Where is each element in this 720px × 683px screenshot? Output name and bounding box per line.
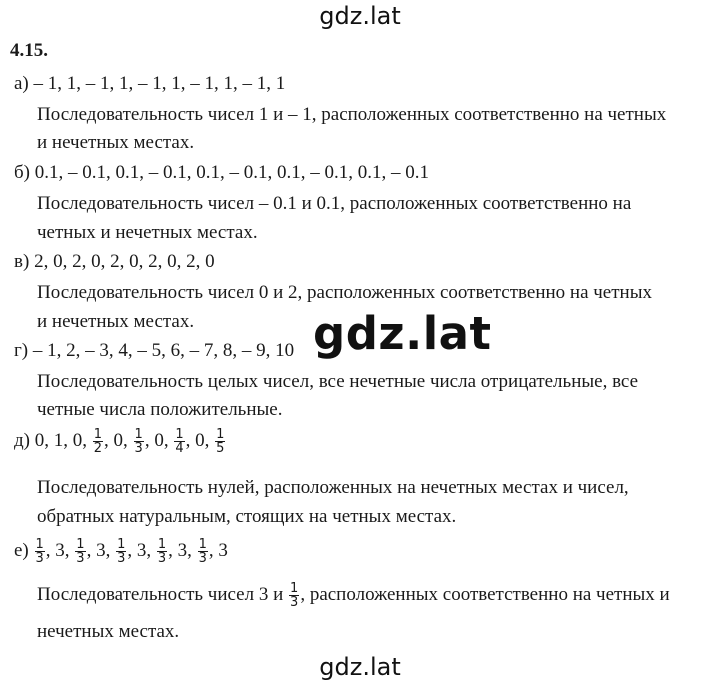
fraction: $\frac{1}{3}$ — [76, 537, 85, 566]
sequence-text: , 0, — [144, 429, 169, 451]
item-d-desc-2: четные числа положительные. — [37, 399, 283, 420]
item-a-desc-1: Последовательность чисел 1 и – 1, расположенных соответственно на четных — [37, 104, 667, 125]
item-f-desc-2: нечетных местах. — [37, 621, 180, 642]
fraction: $\frac{1}{3}$ — [157, 537, 167, 566]
sequence-text: – 1, 2, – 3, 4, – 5, 6, – 7, 8, – 9, 10 — [32, 340, 295, 361]
sequence-text: 0.1, – 0.1, 0.1, – 0.1, 0.1, – 0.1, 0.1, – 0.1, 0.1, – 0.1 — [34, 162, 429, 183]
item-f-sequence: е) $\frac{1}{3}$ , 3, $\frac{1}{3}$ , 3, $\frac{1}{3}$ , 3, $\frac{1}{3}$ , 3, $\frac{1}{3}$ , 3 — [14, 537, 228, 566]
watermark-top: gdz.lat — [319, 2, 401, 30]
fraction: $\frac{1}{3}$ — [134, 427, 143, 456]
item-e-sequence — [14, 428, 226, 455]
watermark-middle: gdz.lat — [313, 307, 492, 360]
sequence-text: , 0, — [104, 429, 128, 451]
item-a-desc-2: и нечетных местах. — [37, 132, 195, 153]
item-e-desc-2: обратных натуральным, стоящих на четных местах. — [37, 506, 457, 527]
item-label: а) — [14, 73, 29, 94]
item-b-desc-1: Последовательность чисел – 0.1 и 0.1, расположенных соответственно на — [37, 193, 632, 214]
item-c-desc-2: и нечетных местах. — [37, 311, 195, 332]
item-c-desc-1: Последовательность чисел 0 и 2, расположенных соответственно на четных — [37, 282, 652, 303]
fraction: $\frac{1}{3}$ — [290, 581, 299, 610]
item-b-desc-2: четных и нечетных местах. — [37, 222, 258, 243]
item-f-desc-1: Последовательность чисел 3 и $\frac{1}{3}$ , расположенных соответственно на четных и — [37, 581, 670, 610]
item-label: д) — [14, 429, 30, 451]
item-label: в) — [14, 251, 30, 272]
item-label: б) — [14, 162, 30, 183]
item-d-desc-1: Последовательность целых чисел, все нечетные числа отрицательные, все — [37, 371, 639, 392]
fraction: $\frac{1}{3}$ — [198, 537, 207, 566]
item-e-desc-1: Последовательность нулей, расположенных на нечетных местах и чисел, — [37, 477, 629, 498]
item-d-sequence — [14, 340, 294, 362]
item-label: г) — [14, 340, 29, 361]
sequence-text: 0, 1, 0, — [34, 429, 87, 451]
sequence-text: , 0, — [185, 429, 210, 451]
item-c-sequence — [14, 251, 215, 273]
item-a-sequence — [14, 73, 285, 95]
fraction: $\frac{1}{2}$ — [93, 427, 103, 456]
sequence-text: 2, 0, 2, 0, 2, 0, 2, 0, 2, 0 — [34, 251, 215, 272]
sequence-text: – 1, 1, – 1, 1, – 1, 1, – 1, 1, – 1, 1 — [33, 73, 286, 94]
watermark-bottom: gdz.lat — [319, 653, 401, 681]
fraction: $\frac{1}{3}$ — [117, 537, 126, 566]
fraction: $\frac{1}{5}$ — [216, 427, 225, 456]
fraction: $\frac{1}{4}$ — [175, 427, 184, 456]
fraction: $\frac{1}{3}$ — [35, 537, 44, 566]
item-b-sequence — [14, 162, 429, 184]
exercise-number: 4.15. — [10, 40, 48, 61]
item-label: е) — [14, 539, 29, 561]
